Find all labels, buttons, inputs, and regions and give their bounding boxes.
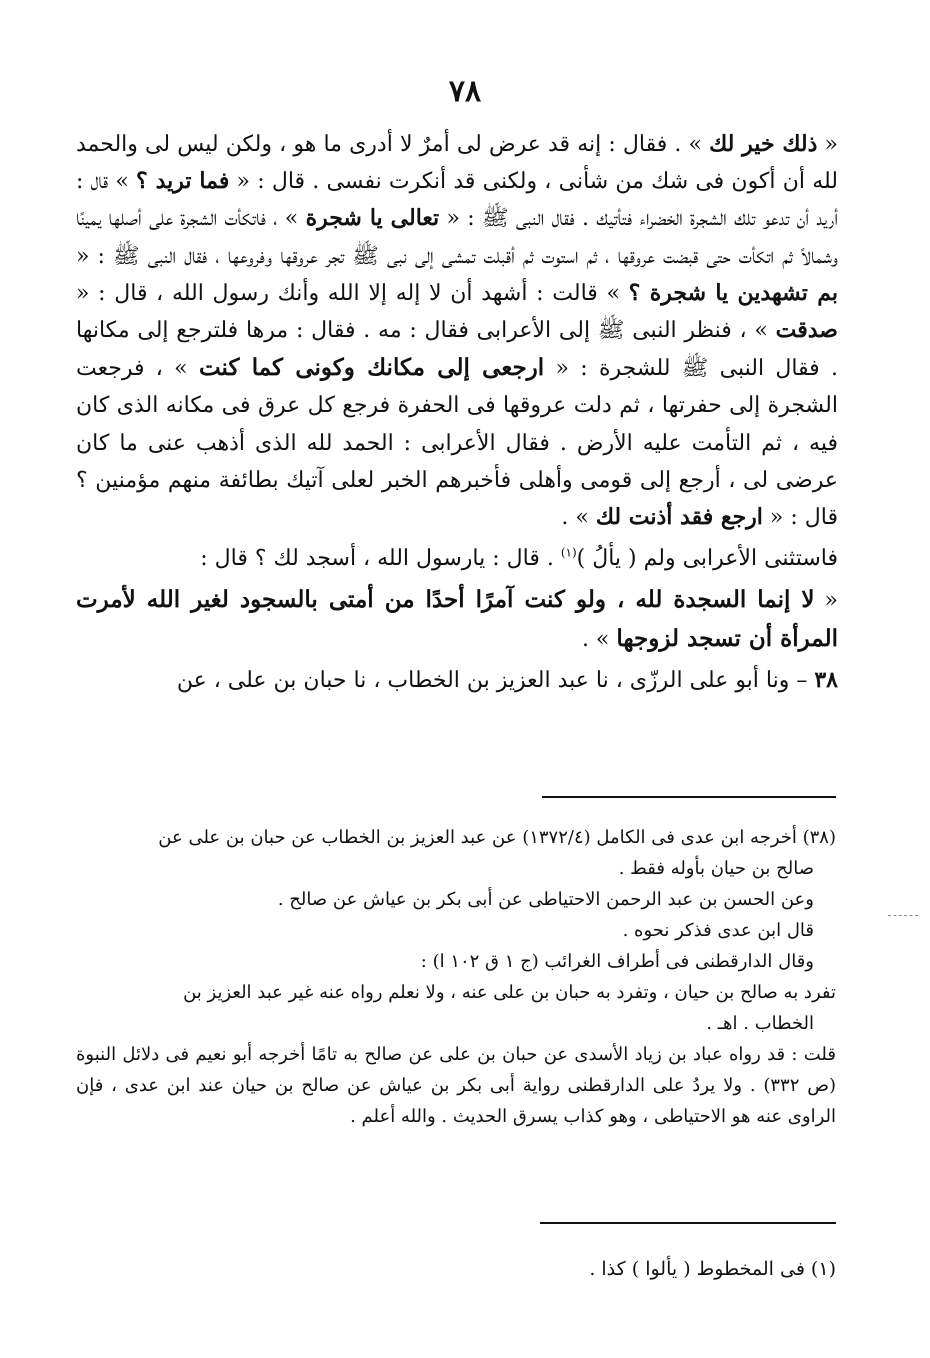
- note-line: وعن الحسن بن عبد الرحمن الاحتياطى عن أبى بكر بن عياش عن صالح .: [277, 889, 814, 910]
- note-line: وقال الدارقطنى فى أطراف الغرائب (ج ١ ق ١٠٢ ا) :: [420, 951, 814, 972]
- text-run: «: [814, 588, 838, 614]
- page-number: ٧٨: [448, 74, 482, 109]
- footnote-divider: [540, 1222, 836, 1224]
- note-line: (٣٨) أخرجه ابن عدى فى الكامل (١٣٧٢/٤) عن عبد العزيز بن الخطاب عن حبان بن على عن: [158, 827, 836, 848]
- footnote: (١) فى المخطوط ( يألوا ) كذا .: [589, 1258, 836, 1280]
- bold-quote: صدقت: [775, 317, 838, 344]
- footnote-ref: (١): [560, 545, 577, 560]
- text-run: » ، فرجعت الشجرة إلى حفرتها ، ثم دلت عروقها فى الحفرة فرجع كل عرق فى مكانه الذى كان فيه ، ثم التأمت عليه الأرض . فقال الأعرابى : الحمد لله الذى أذهب عنى ما كان عرضى لى ، أرجع إلى قومى وأهلى فأخبرهم الخبر لعلى آتيك بطائفة منهم مؤمنين ؟ قال : «: [76, 356, 838, 531]
- text-run: . قال : يارسول الله ، أسجد لك ؟ قال :: [200, 546, 561, 572]
- note-line: صالح بن حيان بأوله فقط .: [618, 858, 814, 879]
- main-text: [76, 126, 838, 699]
- note-line: تفرد به صالح بن حيان ، وتفرد به حبان بن على عنه ، ولا نعلم رواه عنه غير عبد العزيز بن: [183, 982, 836, 1003]
- note-paragraph: قلت : قد رواه عباد بن زياد الأسدى عن حبان بن على عن صالح به تامًا أخرجه أبو نعيم فى دلائل النبوة (ص ٣٣٢) . ولا يردُ على الدارقطنى رواية أبى بكر بن عياش عن صالح بن حيان عند ابن عدى ، فإن الراوى عنه هو الاحتياطى ، وهو كذاب يسرق الحديث . والله أعلم .: [76, 1044, 836, 1127]
- paragraph-hadith-38: [76, 662, 838, 699]
- margin-mark: [888, 915, 918, 916]
- text-run: فاستثنى الأعرابى ولم ( يألُ ): [576, 546, 838, 572]
- paragraph-hadith-tree: [76, 126, 838, 536]
- hadith-number: ٣٨: [814, 666, 838, 693]
- paragraph-prophet-answer: [76, 581, 838, 657]
- bold-quote: لا إنما السجدة لله ، ولو كنت آمرًا أحدًا من أمتى بالسجود لغير الله لأمرت المرأة أن تسجد لزوجها: [76, 586, 838, 652]
- note-line: قال ابن عدى فذكر نحوه .: [622, 920, 814, 941]
- note-line: الخطاب . اهـ .: [706, 1013, 814, 1034]
- text-run: » . فقال : إنه قد عرض لى أمرٌ لا أدرى ما هو ، ولكن ليس لى والحمد لله أن أكون فى شك من شأنى ، ولكنى قد أنكرت نفسى . قال : «: [76, 132, 838, 195]
- paragraph-prostration-question: [76, 540, 838, 577]
- text-run: » قالت : أشهد أن لا إله إلا الله وأنك رسول الله ، قال : «: [76, 280, 629, 306]
- text-run: » .: [561, 505, 596, 531]
- bold-quote: ارجعى إلى مكانك وكونى كما كنت: [198, 354, 545, 382]
- bold-quote: ذلك خير لك: [709, 131, 818, 157]
- notes-divider: [542, 796, 836, 798]
- text-run: » ، فنظر النبى ﷺ إلى الأعرابى فقال : مه . فقال : مرها فلترجع إلى مكانها . فقال النبى ﷺ للشجرة : «: [76, 318, 839, 382]
- takhrij-notes: [76, 822, 836, 1132]
- bold-quote: فما تريد ؟: [136, 168, 230, 195]
- text-run: – ونا أبو على الرزّى ، نا عبد العزيز بن الخطاب ، نا حبان بن على ، عن: [176, 667, 815, 693]
- bold-quote: بم تشهدين يا شجرة ؟: [628, 279, 838, 306]
- bold-quote: ارجع فقد أذنت لك: [595, 504, 763, 531]
- text-run: «: [817, 132, 839, 157]
- text-run: » قال : أريد أن تدعو تلك الشجرة الخضراء فتأتيك . فقال النبى ﷺ : «: [76, 169, 838, 232]
- bold-quote: تعالى يا شجرة: [305, 205, 440, 232]
- text-run: » .: [581, 626, 617, 652]
- text-run: » ، فاتكأت الشجرة على أصلها يمينًا وشمالاً ثم اتكأت حتى قبضت عروقها ، ثم استوت ثم أقبلت تمشى إلى نبى ﷺ تجر عروقها وفروعها ، فقال النبى ﷺ : «: [76, 206, 838, 269]
